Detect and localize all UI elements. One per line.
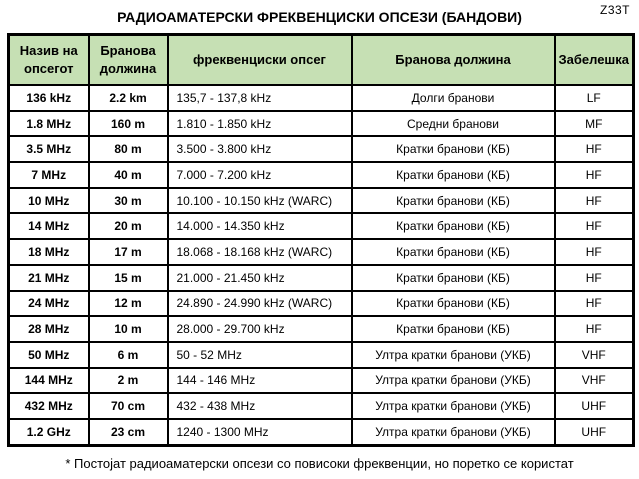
wave-type-cell: Кратки бранови (КБ) (352, 316, 555, 342)
wavelength-cell: 70 cm (89, 393, 168, 419)
band-name-cell: 10 MHz (9, 188, 89, 214)
band-name-cell: 14 MHz (9, 213, 89, 239)
column-header-note: Забелешка (555, 35, 634, 86)
note-cell: HF (555, 239, 634, 265)
callsign-text: Z33T (599, 3, 630, 17)
band-name-cell: 144 MHz (9, 368, 89, 394)
wave-type-cell: Кратки бранови (КБ) (352, 291, 555, 317)
note-cell: MF (555, 111, 634, 137)
table-row (9, 419, 634, 445)
wavelength-cell: 30 m (89, 188, 168, 214)
band-name-cell: 50 MHz (9, 342, 89, 368)
wavelength-cell: 160 m (89, 111, 168, 137)
table-row (9, 188, 634, 214)
wavelength-cell: 17 m (89, 239, 168, 265)
note-cell: HF (555, 265, 634, 291)
note-cell: HF (555, 188, 634, 214)
band-name-cell: 7 MHz (9, 162, 89, 188)
table-row (9, 291, 634, 317)
frequency-range-cell: 1240 - 1300 MHz (168, 419, 352, 445)
wave-type-cell: Кратки бранови (КБ) (352, 162, 555, 188)
frequency-range-cell: 144 - 146 MHz (168, 368, 352, 394)
frequency-range-cell: 21.000 - 21.450 kHz (168, 265, 352, 291)
wavelength-cell: 10 m (89, 316, 168, 342)
frequency-range-cell: 24.890 - 24.990 kHz (WARC) (168, 291, 352, 317)
table-row (9, 316, 634, 342)
frequency-range-cell: 28.000 - 29.700 kHz (168, 316, 352, 342)
band-name-cell: 18 MHz (9, 239, 89, 265)
frequency-range-cell: 18.068 - 18.168 kHz (WARC) (168, 239, 352, 265)
note-cell: HF (555, 316, 634, 342)
table-body (9, 85, 634, 445)
wavelength-cell: 20 m (89, 213, 168, 239)
band-name-cell: 3.5 MHz (9, 136, 89, 162)
wavelength-cell: 15 m (89, 265, 168, 291)
frequency-range-cell: 7.000 - 7.200 kHz (168, 162, 352, 188)
wavelength-cell: 12 m (89, 291, 168, 317)
band-name-cell: 24 MHz (9, 291, 89, 317)
band-name-cell: 1.8 MHz (9, 111, 89, 137)
wave-type-cell: Кратки бранови (КБ) (352, 265, 555, 291)
wave-type-cell: Ултра кратки бранови (УКБ) (352, 368, 555, 394)
note-cell: HF (555, 213, 634, 239)
header-row (9, 35, 634, 86)
table-row (9, 393, 634, 419)
wave-type-cell: Долги бранови (352, 85, 555, 111)
wavelength-cell: 2.2 km (89, 85, 168, 111)
note-cell: LF (555, 85, 634, 111)
note-cell: HF (555, 162, 634, 188)
wavelength-cell: 2 m (89, 368, 168, 394)
column-header-band-name: Назив на опсегот (9, 35, 89, 86)
table-row (9, 162, 634, 188)
band-name-cell: 1.2 GHz (9, 419, 89, 445)
table-row (9, 136, 634, 162)
wavelength-cell: 40 m (89, 162, 168, 188)
table-row (9, 213, 634, 239)
note-cell: HF (555, 291, 634, 317)
column-header-frequency-range: фреквенциски опсег (168, 35, 352, 86)
table-row (9, 111, 634, 137)
band-name-cell: 28 MHz (9, 316, 89, 342)
note-cell: UHF (555, 393, 634, 419)
wave-type-cell: Ултра кратки бранови (УКБ) (352, 419, 555, 445)
footnote: * Постојат радиоаматерски опсези со повисоки фреквенции, но поретко се користат (65, 456, 574, 471)
wave-type-cell: Кратки бранови (КБ) (352, 213, 555, 239)
wavelength-cell: 6 m (89, 342, 168, 368)
wave-type-cell: Кратки бранови (КБ) (352, 136, 555, 162)
table-row (9, 342, 634, 368)
wave-type-cell: Кратки бранови (КБ) (352, 188, 555, 214)
wavelength-cell: 80 m (89, 136, 168, 162)
frequency-range-cell: 1.810 - 1.850 kHz (168, 111, 352, 137)
band-name-cell: 136 kHz (9, 85, 89, 111)
wave-type-cell: Ултра кратки бранови (УКБ) (352, 393, 555, 419)
column-header-wavelength: Бранова должина (89, 35, 168, 86)
table-row (9, 368, 634, 394)
band-name-cell: 432 MHz (9, 393, 89, 419)
note-cell: VHF (555, 342, 634, 368)
frequency-range-cell: 3.500 - 3.800 kHz (168, 136, 352, 162)
frequency-range-cell: 14.000 - 14.350 kHz (168, 213, 352, 239)
frequency-range-cell: 135,7 - 137,8 kHz (168, 85, 352, 111)
note-cell: HF (555, 136, 634, 162)
frequency-bands-table (7, 33, 635, 447)
table-row (9, 85, 634, 111)
table-row (9, 239, 634, 265)
frequency-range-cell: 432 - 438 MHz (168, 393, 352, 419)
wave-type-cell: Ултра кратки бранови (УКБ) (352, 342, 555, 368)
note-cell: UHF (555, 419, 634, 445)
column-header-wave-type: Бранова должина (352, 35, 555, 86)
note-cell: VHF (555, 368, 634, 394)
wave-type-cell: Средни бранови (352, 111, 555, 137)
table-row (9, 265, 634, 291)
wavelength-cell: 23 cm (89, 419, 168, 445)
frequency-range-cell: 10.100 - 10.150 kHz (WARC) (168, 188, 352, 214)
page-title: РАДИОАМАТЕРСКИ ФРЕКВЕНЦИСКИ ОПСЕЗИ (БАНДОВИ) (117, 9, 522, 25)
band-name-cell: 21 MHz (9, 265, 89, 291)
wave-type-cell: Кратки бранови (КБ) (352, 239, 555, 265)
frequency-range-cell: 50 - 52 MHz (168, 342, 352, 368)
